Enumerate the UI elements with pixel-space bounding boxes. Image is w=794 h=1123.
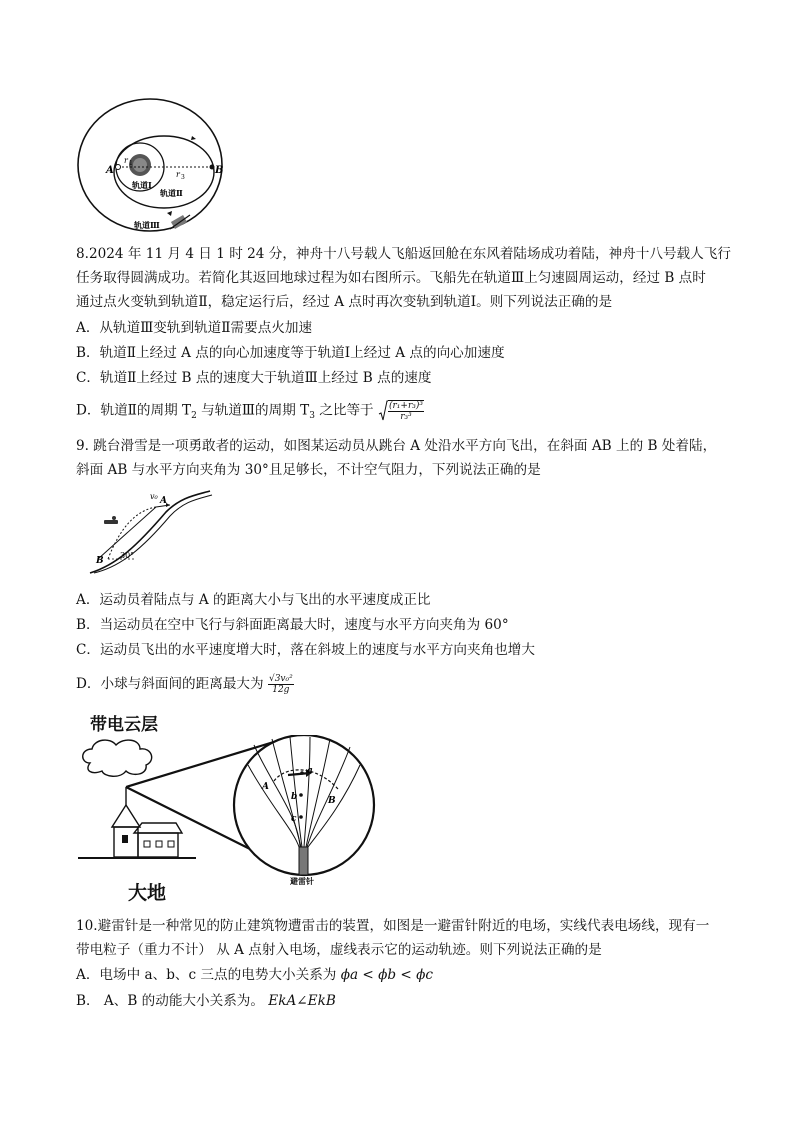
- point-B-label: B: [328, 796, 336, 806]
- ski-angle: 30°: [120, 551, 135, 560]
- q8-option-d-sub3: 3: [309, 411, 315, 422]
- ski-point-A: A: [160, 496, 167, 506]
- point-a-label: a: [307, 766, 313, 776]
- q8-frac-num: (r₁+r₃)³: [388, 401, 423, 411]
- q9-fraction: [268, 674, 294, 695]
- q9-option-b: B．当运动员在空中飞行与斜面距离最大时，速度与水平方向夹角为 60°: [76, 617, 509, 633]
- q10-option-a: [76, 965, 433, 985]
- ski-jump-diagram: [86, 487, 216, 577]
- q8-option-d-text: D．轨道Ⅱ的周期 T: [76, 402, 192, 419]
- q8-frac-den: r₃³: [400, 412, 412, 422]
- q10-stem-line2: 带电粒子（重力不计） 从 A 点射入电场，虚线表示它的运动轨迹。则下列说法正确的是: [76, 942, 602, 958]
- q8-stem-line1: 8.2024 年 11 月 4 日 1 时 24 分，神舟十八号载人飞船返回舱在东风着陆场成功着陆，神舟十八号载人飞行: [76, 246, 731, 262]
- q10-stem-line1: 10.避雷针是一种常见的防止建筑物遭雷击的装置，如图是一避雷针附近的电场，实线代表电场线，现有一: [76, 918, 710, 934]
- q8-option-d-mid: 与轨道Ⅲ的周期 T: [196, 402, 310, 419]
- q10-option-b-text: B． A、B 的动能大小关系为。: [76, 993, 264, 1009]
- orbit2-label: 轨道Ⅱ: [160, 188, 183, 198]
- q9-frac-den: 12g: [272, 685, 290, 695]
- point-A-label: A: [262, 782, 269, 792]
- q9-option-c: C．运动员飞出的水平速度增大时，落在斜坡上的速度与水平方向夹角也增大: [76, 642, 535, 658]
- q10-option-a-math: ϕa < ϕb < ϕc: [340, 967, 434, 983]
- lightning-rod-label: 避雷针: [290, 877, 314, 885]
- orbit-diagram: [72, 93, 232, 238]
- q8-stem-line2: 任务取得圆满成功。若简化其返回地球过程为如右图所示。飞船先在轨道Ⅲ上匀速圆周运动，经过 B 点时: [76, 270, 706, 286]
- ski-v0: v₀: [150, 492, 158, 501]
- point-c-label: c: [291, 814, 297, 824]
- point-B-label: B: [215, 165, 224, 176]
- q10-option-a-text: A．电场中 a、b、c 三点的电势大小关系为: [76, 967, 337, 983]
- point-A-label: A: [106, 165, 114, 176]
- ski-point-B: B: [96, 556, 104, 566]
- q8-sqrt-expression: [378, 400, 424, 422]
- q8-option-d: [76, 400, 424, 426]
- sqrt-sign-icon: [378, 400, 388, 422]
- q8-stem-line3: 通过点火变轨到轨道Ⅱ，稳定运行后，经过 A 点时再次变轨到轨道Ⅰ。则下列说法正确的是: [76, 294, 613, 310]
- q9-stem-line1: 9. 跳台滑雪是一项勇敢者的运动，如图某运动员从跳台 A 处沿水平方向飞出，在斜面 AB 上的 B 处着陆，: [76, 438, 717, 454]
- q9-frac-num: √3v₀²: [268, 674, 293, 684]
- r1-sub: 1: [129, 160, 133, 167]
- q9-option-d-text: D．小球与斜面间的距离最大为: [76, 676, 264, 692]
- ground-label: 大地: [128, 882, 167, 904]
- r3-label: r: [176, 170, 180, 179]
- q10-option-b-math: EkA∠EkB: [268, 993, 336, 1009]
- q10-option-b: [76, 991, 336, 1011]
- r1-label: r: [124, 156, 128, 165]
- lightning-rod-diagram: [76, 735, 376, 885]
- q8-option-d-sub2: 2: [191, 411, 197, 422]
- q9-option-d: [76, 674, 294, 695]
- orbit1-label: 轨道Ⅰ: [132, 180, 152, 190]
- orbit3-label: 轨道Ⅲ: [134, 220, 160, 230]
- r3-sub: 3: [181, 174, 185, 181]
- q9-option-a: A．运动员着陆点与 A 的距离大小与飞出的水平速度成正比: [76, 592, 431, 608]
- q8-option-d-end: 之比等于: [314, 402, 374, 419]
- cloud-label: 带电云层: [90, 715, 158, 735]
- q9-stem-line2: 斜面 AB 与水平方向夹角为 30°且足够长，不计空气阻力，下列说法正确的是: [76, 462, 541, 478]
- q8-option-a: A．从轨道Ⅲ变轨到轨道Ⅱ需要点火加速: [76, 320, 313, 336]
- q8-option-b: B．轨道Ⅱ上经过 A 点的向心加速度等于轨道Ⅰ上经过 A 点的向心加速度: [76, 345, 505, 361]
- point-b-label: b: [291, 792, 298, 802]
- q8-option-c: C．轨道Ⅱ上经过 B 点的速度大于轨道Ⅲ上经过 B 点的速度: [76, 370, 432, 386]
